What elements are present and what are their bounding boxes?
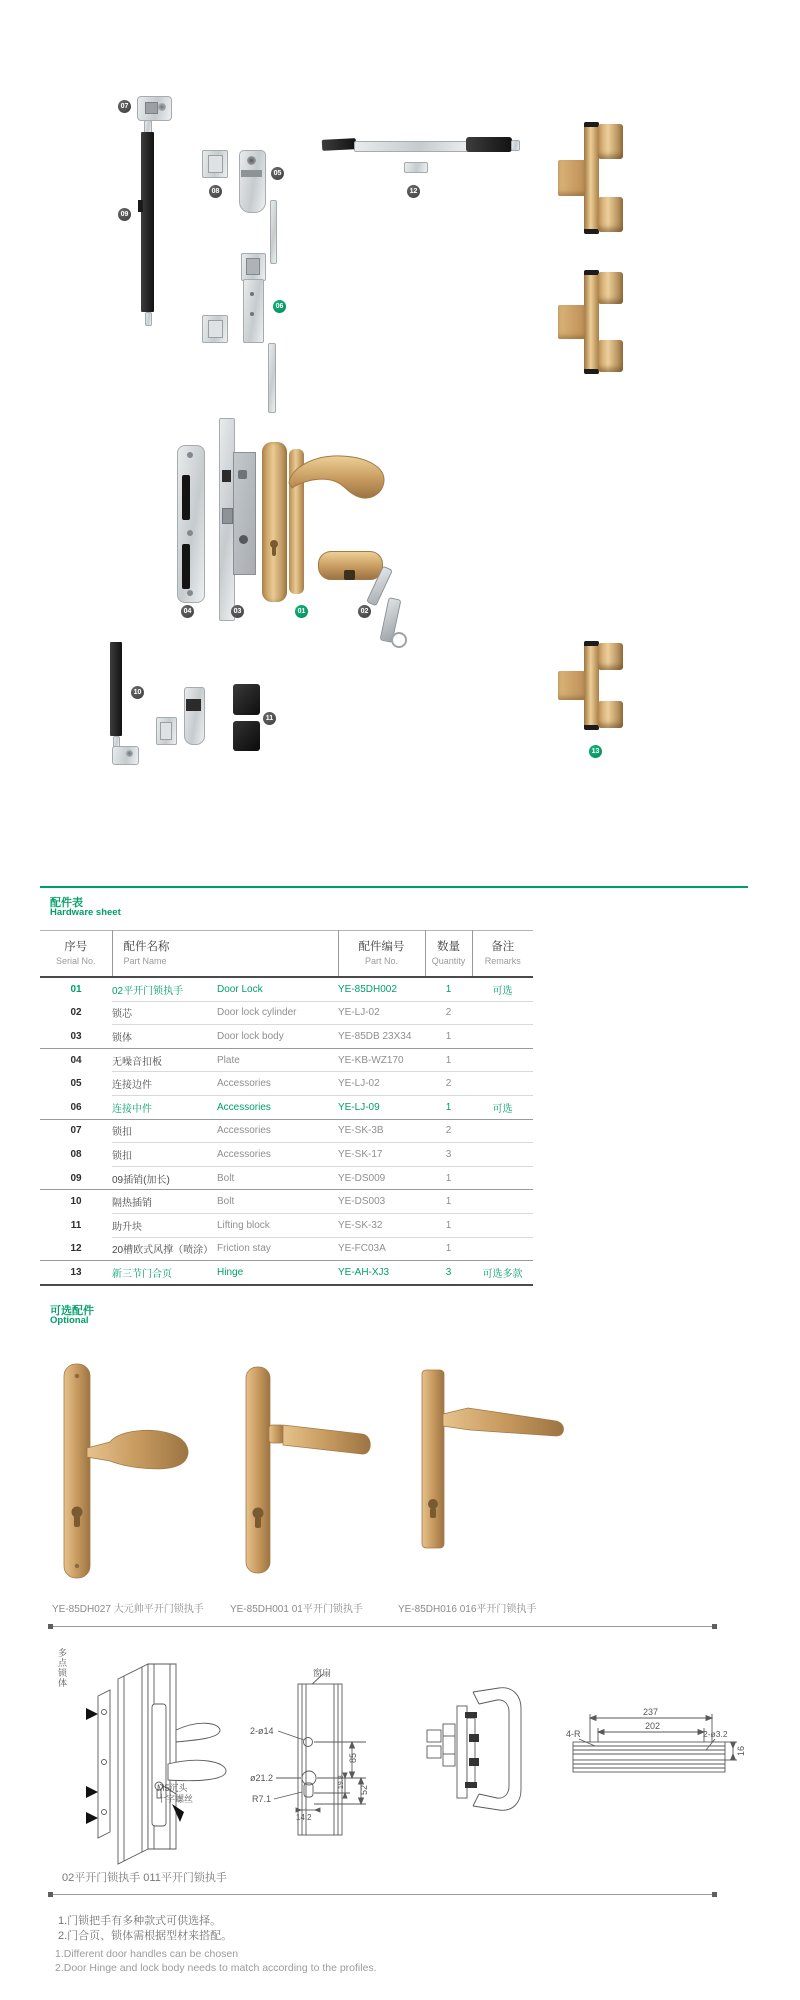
cell-partno: YE-DS009: [338, 1166, 425, 1190]
note-en-2: 2.Door Hinge and lock body needs to match according to the profiles.: [55, 1962, 377, 1974]
cell-name-cn: 锁体: [112, 1025, 217, 1049]
hardware-sheet-title-en: Hardware sheet: [50, 907, 121, 918]
cell-serial: 08: [70, 1148, 82, 1160]
cell-qty: 3: [425, 1261, 472, 1285]
cell-remarks: [472, 1072, 533, 1096]
svg-text:202: 202: [645, 1721, 661, 1731]
cell-partno: YE-DS003: [338, 1190, 425, 1214]
table-row: [40, 1072, 533, 1096]
svg-text:4-R: 4-R: [566, 1729, 581, 1739]
cell-name-en: Plate: [217, 1048, 338, 1072]
cell-remarks: 可选: [472, 1095, 533, 1119]
cell-name-en: Door Lock: [217, 983, 263, 995]
table-row: [40, 1143, 533, 1167]
callout-11: 11: [263, 712, 276, 725]
cell-remarks: [472, 1119, 533, 1143]
col-serial-en: Serial No.: [55, 956, 96, 967]
cell-name-cn: 锁扣: [112, 1143, 217, 1167]
screw-label-line1: M5沉头: [157, 1783, 188, 1793]
cell-name-cn: 连接边件: [112, 1072, 217, 1096]
svg-text:52: 52: [359, 1784, 369, 1795]
cell-serial: 04: [40, 1048, 112, 1072]
cell-name-en: Accessories: [217, 1072, 338, 1096]
cell-serial: 13: [40, 1261, 112, 1285]
screw-label: [157, 1783, 193, 1806]
cell-name-cn: 锁芯: [112, 1001, 217, 1025]
small-latch-plate-part: [112, 746, 139, 765]
cell-name-cn: 20槽欧式风撑（喷涂）: [112, 1237, 217, 1261]
col-partno: [338, 931, 425, 978]
keeper-inner: [208, 320, 223, 338]
cell-name-cn: 连接中件: [112, 1095, 217, 1119]
cell-name-cn: 09插销(加长): [112, 1166, 217, 1190]
bolt-nub: [138, 200, 143, 212]
keeper-inner: [160, 722, 172, 740]
strike-plate-screw: [187, 590, 193, 596]
cell-name-cn: 隔热插销: [112, 1190, 217, 1214]
strike-plate-screw: [187, 452, 193, 458]
door-hinge-part: [558, 122, 623, 234]
callout-03: 03: [231, 605, 244, 618]
cell-name-cn: 锁扣: [112, 1119, 217, 1143]
cell-name-cn: 新三节门合页: [112, 1261, 217, 1285]
drawing-rule-top: [50, 1626, 716, 1627]
cell-remarks: 可选: [492, 985, 513, 997]
table-row: [40, 1261, 533, 1285]
callout-07: 07: [118, 100, 131, 113]
cell-serial: 11: [70, 1219, 82, 1231]
cell-name-cn: 无噪音扣板: [112, 1048, 217, 1072]
table-row: [40, 1119, 533, 1143]
table-header-row: [40, 931, 533, 978]
col-partno-en: Part No.: [364, 956, 398, 967]
hinge-barrel: [584, 641, 599, 730]
hinge-barrel: [584, 270, 599, 374]
col-remarks: [472, 931, 533, 978]
callout-06: 06: [273, 300, 286, 313]
friction-stay-elbow: [322, 138, 357, 151]
lift-block-part: [184, 687, 205, 745]
handle-caption-2: YE-85DH001 01平开门锁执手: [230, 1604, 363, 1615]
svg-text:85: 85: [348, 1752, 358, 1763]
latch-plate-hole: [158, 103, 166, 111]
black-keeper-part: [233, 684, 260, 715]
table-row: [40, 1190, 533, 1214]
strike-plate-screw: [187, 530, 193, 536]
col-qty-cn: 数量: [437, 941, 460, 954]
espagnolette-bolt-part: [141, 132, 154, 312]
col-serial: [40, 931, 112, 978]
cell-remarks: [472, 1190, 533, 1214]
cell-name-en: Accessories: [217, 1095, 338, 1119]
cell-name-en: Accessories: [217, 1143, 338, 1167]
handle-backplate-part: [262, 442, 287, 602]
cell-remarks: [472, 1237, 533, 1261]
cell-qty: 1: [425, 1048, 472, 1072]
latch-plate-cutout: [145, 102, 158, 114]
cell-serial: 02: [70, 1007, 82, 1019]
cell-partno: YE-SK-17: [338, 1143, 425, 1167]
callout-10: 10: [131, 686, 144, 699]
svg-text:ø21.2: ø21.2: [250, 1773, 274, 1783]
handle-caption-1: YE-85DH027 大元帅平开门锁执手: [52, 1604, 204, 1615]
optional-title-en: Optional: [50, 1315, 89, 1326]
cell-remarks: [472, 1025, 533, 1049]
drawing-handle-section: [425, 1678, 537, 1823]
cell-qty: 2: [425, 1001, 472, 1025]
hinge-cup-bottom: [598, 197, 623, 232]
connector-bar-part: [243, 279, 264, 343]
col-name-cn: 配件名称: [123, 941, 170, 954]
cell-serial: 12: [70, 1243, 82, 1255]
lock-body-latchbolt: [222, 470, 231, 482]
svg-text:16: 16: [736, 1745, 746, 1756]
col-partno-cn: 配件编号: [358, 941, 405, 954]
black-keeper-part: [233, 721, 260, 751]
callout-05: 05: [271, 167, 284, 180]
handle-keyhole-slot: [272, 547, 276, 556]
cell-partno: YE-FC03A: [338, 1237, 425, 1261]
hinge-cup-top: [598, 643, 623, 671]
hinge-cup-bottom: [598, 701, 623, 729]
svg-text:2-ø14: 2-ø14: [250, 1726, 274, 1736]
cell-serial: 06: [70, 1101, 82, 1113]
cell-qty: 1: [425, 1025, 472, 1049]
cell-partno: YE-LJ-09: [338, 1095, 425, 1119]
rule-marker: [712, 1624, 717, 1629]
sash-label: 窗扇: [313, 1668, 332, 1678]
cell-partno: YE-SK-32: [338, 1213, 425, 1237]
hinge-leaf: [558, 160, 585, 196]
cell-name-en: Bolt: [217, 1166, 338, 1190]
green-divider: [40, 886, 748, 888]
connector-screw: [250, 292, 254, 296]
svg-text:R7.1: R7.1: [252, 1794, 272, 1804]
note-cn-1: 1.门锁把手有多种款式可供选择。: [58, 1915, 222, 1927]
drawing-caption: 02平开门锁执手 011平开门锁执手: [62, 1872, 227, 1884]
cell-name-en: Door lock cylinder: [217, 1001, 338, 1025]
table-row: [40, 1001, 533, 1025]
cell-qty: 1: [425, 1166, 472, 1190]
strike-plate-insert: [182, 475, 190, 520]
table-row: [40, 1095, 533, 1119]
cell-serial: 09: [70, 1172, 82, 1184]
cell-remarks: [472, 1048, 533, 1072]
svg-text:14.2: 14.2: [296, 1813, 312, 1822]
cell-name-en: Hinge: [217, 1261, 338, 1285]
friction-stay-arm-part: [354, 141, 472, 152]
hinge-barrel: [584, 122, 599, 234]
hinge-cup-top: [598, 272, 623, 304]
connecting-rod-part: [270, 200, 277, 264]
col-name: [112, 931, 338, 978]
connector-screw: [250, 312, 254, 316]
cell-qty: 1: [425, 1213, 472, 1237]
cell-serial: 05: [70, 1078, 82, 1090]
cell-name-en: Accessories: [217, 1119, 338, 1143]
cell-remarks: [472, 1143, 533, 1167]
friction-stay-slider: [466, 137, 512, 152]
svg-text:19.8: 19.8: [338, 1775, 345, 1789]
note-en-1: 1.Different door handles can be chosen: [55, 1948, 239, 1960]
spindle-rod-part: [268, 343, 276, 413]
strike-plate-insert: [182, 544, 190, 589]
keeper-inner: [208, 155, 223, 173]
cell-serial: 01: [70, 983, 82, 995]
callout-12: 12: [407, 185, 420, 198]
hinge-leaf: [558, 671, 585, 699]
insulated-bolt-part: [110, 642, 122, 736]
rule-marker: [48, 1892, 53, 1897]
callout-01: 01: [295, 605, 308, 618]
table-row: [40, 1025, 533, 1049]
cell-qty: 3: [425, 1143, 472, 1167]
cell-serial: 10: [40, 1190, 112, 1214]
col-remarks-cn: 备注: [491, 941, 515, 954]
col-serial-cn: 序号: [64, 941, 88, 954]
optional-handle-3: [416, 1366, 576, 1552]
table-row: [40, 1237, 533, 1261]
optional-handle-1: [58, 1360, 203, 1582]
handle-lever-part: [287, 453, 390, 507]
friction-stay-bracket: [404, 162, 428, 173]
cell-serial: 07: [40, 1119, 112, 1143]
col-remarks-en: Remarks: [484, 956, 521, 967]
cylinder-cam: [344, 570, 355, 580]
screw-label-line2: 十字螺丝: [157, 1794, 194, 1805]
cell-remarks: [472, 1166, 533, 1190]
table-row: [40, 977, 533, 1001]
lift-block-band: [186, 699, 201, 711]
cell-remarks: 可选多款: [472, 1261, 533, 1285]
hardware-sheet-title-cn: 配件表: [50, 897, 83, 909]
lock-body-deadbolt: [222, 508, 233, 524]
optional-handle-2: [240, 1363, 390, 1579]
small-latch-hole: [126, 750, 133, 757]
callout-08: 08: [209, 185, 222, 198]
hinge-leaf: [558, 305, 585, 338]
note-cn-2: 2.门合页、锁体需根据型材来搭配。: [58, 1930, 233, 1942]
cell-qty: 1: [425, 1237, 472, 1261]
cell-partno: YE-SK-3B: [338, 1119, 425, 1143]
cell-partno: YE-LJ-02: [338, 1001, 425, 1025]
cell-name-cn: 助升块: [112, 1213, 217, 1237]
drawing-isometric-lock: [48, 1634, 238, 1884]
hinge-cup-top: [598, 124, 623, 159]
drawing-profile-bar: [565, 1706, 765, 1786]
cell-name-en: Lifting block: [217, 1213, 338, 1237]
lock-body-spindle-hole: [238, 470, 247, 479]
multi-lock-label: 多点锁体: [57, 1648, 67, 1688]
bolt-tip-bottom: [145, 312, 152, 326]
cell-serial: 03: [70, 1030, 82, 1042]
cell-partno: YE-KB-WZ170: [338, 1048, 425, 1072]
cell-name-en: Bolt: [217, 1190, 338, 1214]
callout-02: 02: [358, 605, 371, 618]
drawing-rule-bottom: [50, 1894, 716, 1895]
col-qty: [425, 931, 472, 978]
key-ring: [391, 632, 407, 648]
door-hinge-part: [558, 641, 623, 730]
latch-lock-band: [241, 170, 262, 177]
callout-09: 09: [118, 208, 131, 221]
cell-partno: YE-AH-XJ3: [338, 1261, 425, 1285]
hardware-table: [40, 930, 533, 1286]
cell-name-en: Friction stay: [217, 1237, 338, 1261]
table-row: [40, 1048, 533, 1072]
lock-body-cylinder-hole: [239, 535, 248, 544]
handle-caption-3: YE-85DH016 016平开门锁执手: [398, 1604, 537, 1615]
rule-marker: [712, 1892, 717, 1897]
rule-marker: [48, 1624, 53, 1629]
cell-qty: 1: [425, 1095, 472, 1119]
hinge-cup-bottom: [598, 340, 623, 372]
cell-partno: YE-LJ-02: [338, 1072, 425, 1096]
cell-qty: 1: [445, 983, 452, 995]
cell-remarks: [472, 1001, 533, 1025]
cell-partno: YE-85DH002: [338, 983, 397, 995]
cell-name-en: Door lock body: [217, 1025, 338, 1049]
svg-text:237: 237: [643, 1707, 659, 1717]
door-hinge-part: [558, 270, 623, 374]
optional-title-cn: 可选配件: [50, 1305, 94, 1317]
table-row: [40, 1166, 533, 1190]
friction-stay-pin: [511, 140, 520, 151]
svg-text:2-ø3.2: 2-ø3.2: [703, 1729, 728, 1739]
cell-qty: 2: [425, 1072, 472, 1096]
exploded-diagram: [0, 0, 800, 860]
connector-top-hole: [246, 258, 260, 275]
col-qty-en: Quantity: [431, 956, 466, 967]
table-row: [40, 1213, 533, 1237]
cell-qty: 1: [425, 1190, 472, 1214]
cell-partno: YE-85DB 23X34: [338, 1025, 425, 1049]
cell-qty: 2: [425, 1119, 472, 1143]
drawing-sash-profile: [248, 1652, 378, 1847]
callout-04: 04: [181, 605, 194, 618]
callout-13: 13: [589, 745, 602, 758]
latch-lock-hole: [247, 156, 256, 165]
cell-remarks: [472, 1213, 533, 1237]
col-name-en: Part Name: [123, 956, 167, 967]
cell-name-cn: 02平开门锁执手: [112, 985, 184, 997]
